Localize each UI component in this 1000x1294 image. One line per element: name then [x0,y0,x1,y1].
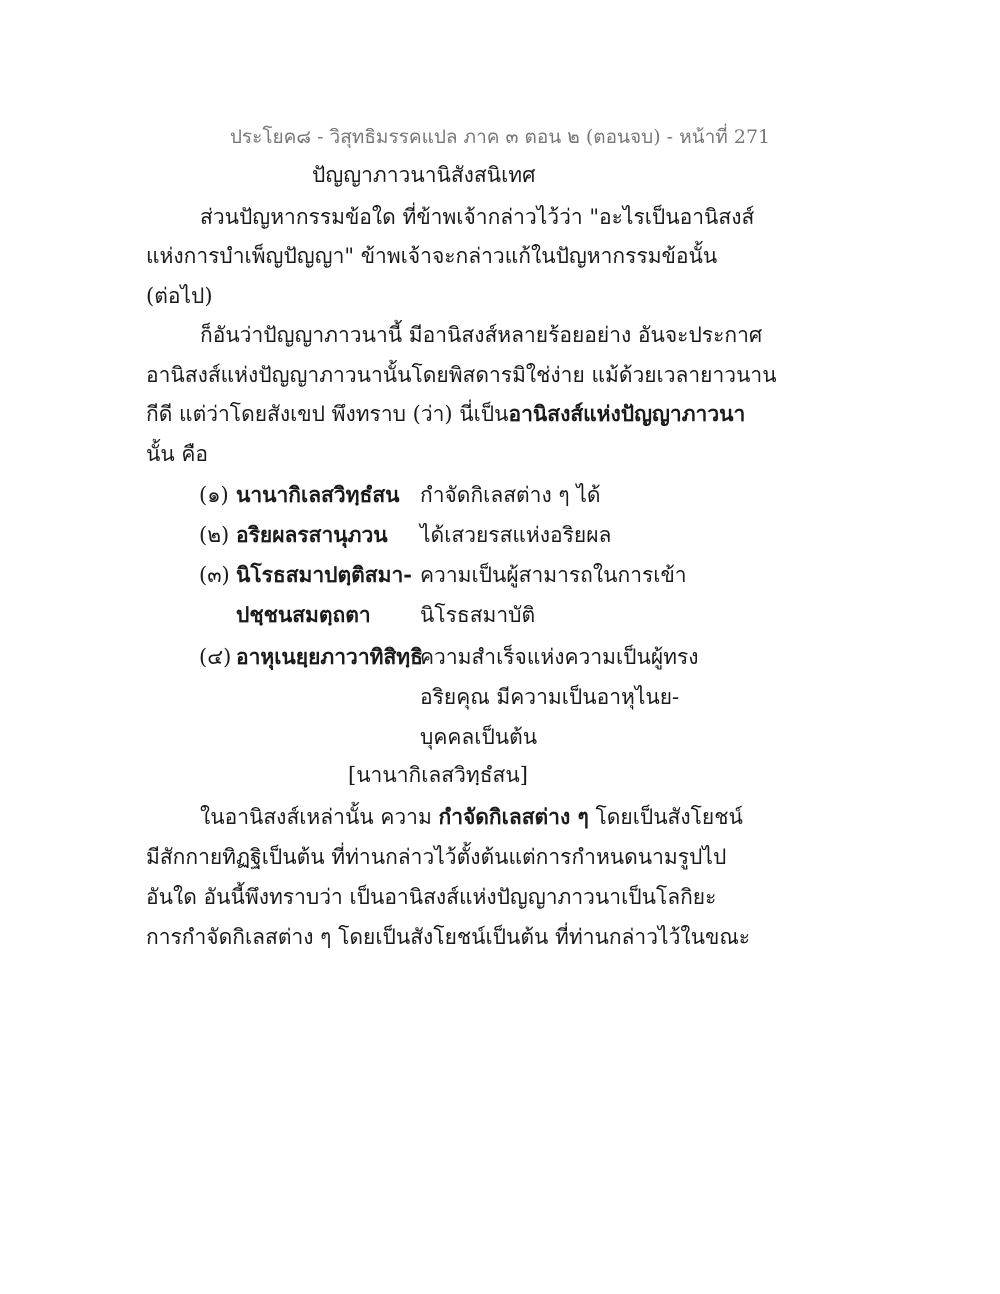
paragraph-2-line-2: อานิสงส์แห่งปัญญาภาวนานั้นโดยพิสดารมิใช่ง่าย แม้ด้วยเวลายาวนาน [146,363,777,387]
paragraph-3-line-1-end: โดยเป็นสังโยชน์ [588,805,743,829]
paragraph-3-line-2: มีสักกายทิฏฐิเป็นต้น ที่ท่านกล่าวไว้ตั้งต้นแต่การกำหนดนามรูปไป [146,845,727,869]
item-3-definition-continued: นิโรธสมาบัติ [420,603,536,627]
item-3-number: (๓) [199,563,230,587]
paragraph-1-line-3: (ต่อไป) [146,284,213,308]
item-3-definition: ความเป็นผู้สามารถในการเข้า [420,563,687,587]
running-head: ประโยค๘ - วิสุทธิมรรคแปล ภาค ๓ ตอน ๒ (ตอนจบ) - หน้าที่ 271 [229,126,771,148]
item-4-definition-end: บุคคลเป็นต้น [420,725,538,749]
section-title: ปัญญาภาวนานิสังสนิเทศ [312,163,536,187]
paragraph-3-line-3: อันใด อันนี้พึงทราบว่า เป็นอานิสงส์แห่งปัญญาภาวนาเป็นโลกิยะ [146,885,717,909]
paragraph-1-line-1: ส่วนปัญหากรรมข้อใด ที่ข้าพเจ้ากล่าวไว้ว่า "อะไรเป็นอานิสงส์ [200,205,755,229]
paragraph-2-line-4: นั้น คือ [146,442,209,466]
item-1-term: นานากิเลสวิทฺธํสน [236,482,400,507]
paragraph-3-line-1-start: ในอานิสงส์เหล่านั้น ความ [200,805,439,829]
paragraph-2-emphasis: อานิสงส์แห่งปัญญาภาวนา [508,401,746,426]
item-2-number: (๒) [199,523,230,547]
paragraph-2-line-3 [146,399,745,429]
item-4-definition: ความสำเร็จแห่งความเป็นผู้ทรง [420,645,699,669]
paragraph-2-line-1: ก็อันว่าปัญญาภาวนานี้ มีอานิสงส์หลายร้อยอย่าง อันจะประกาศ [200,323,763,347]
subsection-title: [นานากิเลสวิทฺธํสน] [348,763,528,787]
paragraph-3-line-1 [200,802,743,832]
item-2-term: อริยผลรสานุภวน [236,522,388,547]
item-1-number: (๑) [199,483,229,507]
item-3-term-continued: ปชฺชนสมตฺถตา [236,602,371,627]
paragraph-3-line-4: การกำจัดกิเลสต่าง ๆ โดยเป็นสังโยชน์เป็นต้น ที่ท่านกล่าวไว้ในขณะ [146,925,751,949]
paragraph-3-emphasis: กำจัดกิเลสต่าง ๆ [438,804,589,829]
item-1-definition: กำจัดกิเลสต่าง ๆ ได้ [420,483,601,507]
item-2-definition: ได้เสวยรสแห่งอริยผล [420,523,612,547]
item-4-term: อาหุเนยฺยภาวาทิสิทฺธิ [236,644,423,669]
paragraph-1-line-2: แห่งการบำเพ็ญปัญญา" ข้าพเจ้าจะกล่าวแก้ในปัญหากรรมข้อนั้น [146,244,718,268]
paragraph-2-line-3-text: กีดี แต่ว่าโดยสังเขป พึงทราบ (ว่า) นี่เป็น [146,402,509,426]
item-4-definition-continued: อริยคุณ มีความเป็นอาหุไนย- [420,685,680,709]
item-4-number: (๔) [199,645,232,669]
item-3-term: นิโรธสมาปตฺติสมา- [236,562,412,587]
